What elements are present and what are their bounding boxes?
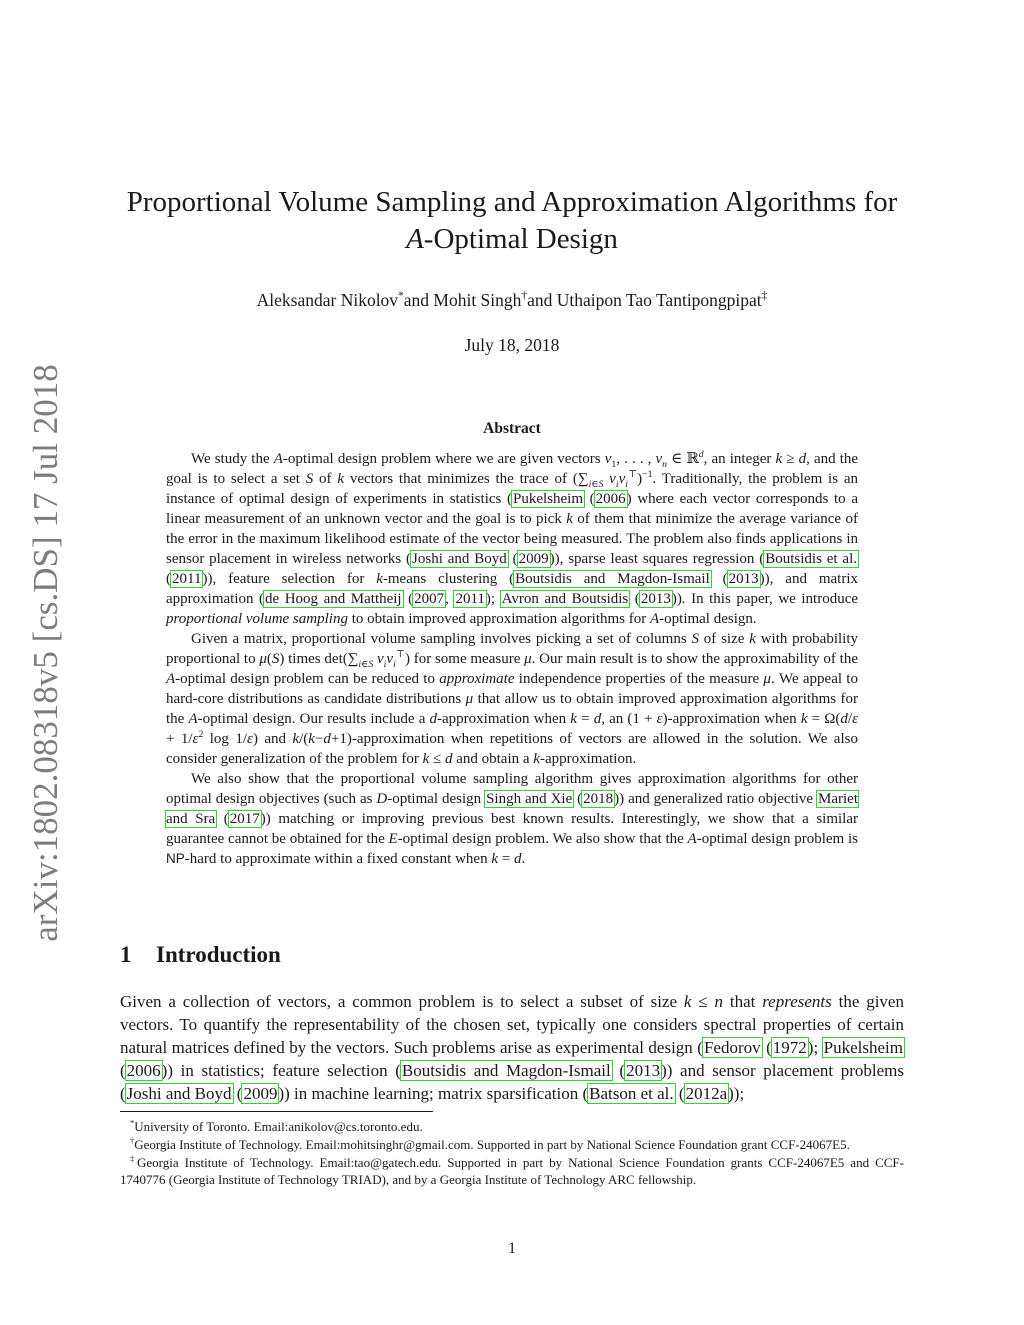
section-heading-introduction: 1 Introduction (120, 942, 281, 967)
footnote: †Georgia Institute of Technology. Email:mohitsinghr@gmail.com. Supported in part by National Science Foundation grant CCF-24067E5. (130, 1135, 850, 1152)
title-line-1: Proportional Volume Sampling and Approximation Algorithms for (126, 186, 898, 218)
abstract-heading: Abstract (483, 420, 541, 437)
citation-link[interactable]: Batson et al. (589, 1084, 674, 1103)
footnote-divider (120, 1111, 433, 1112)
citation-link[interactable]: 2013 (640, 591, 671, 607)
citation-link[interactable]: Mariet and Sra (166, 791, 858, 827)
paper-date: July 18, 2018 (464, 335, 560, 355)
citation-link[interactable]: 2017 (229, 811, 260, 827)
footnotes (120, 1118, 904, 1189)
citation-link[interactable]: 2013 (728, 571, 759, 587)
citation-link[interactable]: 2009 (243, 1084, 278, 1103)
citation-link[interactable]: Boutsidis and Magdon-Ismail (515, 571, 710, 587)
abstract-paragraph: Given a matrix, proportional volume sampling involves picking a set of columns S of size k with probability proportional to μ(S) times $\det(\sum_{i\in S}$ $v_iv_i^⊤$) for some measure μ. Our main result is to show the approximability of the A-optimal design problem can be reduced to approximate independence properties of the measure μ. We appeal to hard-core distributions as candidate distributions μ that allow us to obtain improved approximation algorithms for the A-optimal design. Our results include a d-approximation when k = d, an (1 + ε)-approximation when $k = \Omega(d/\varepsilon + 1/\varepsilon^2$ log 1/ε) and k/(k−d+1)-approximation when repetitions of vectors are allowed in the solution. We also consider generalization of the problem for k ≤ d and obtain a k-approximation. (166, 631, 859, 767)
citation-link[interactable]: Joshi and Boyd (412, 551, 507, 567)
citation-link[interactable]: Boutsidis et al. (765, 551, 858, 567)
citation-link[interactable]: 2011 (172, 571, 202, 587)
citation-link[interactable]: 2006 (595, 491, 626, 507)
citation-link[interactable]: 2018 (583, 791, 614, 807)
citation-link[interactable]: Fedorov (703, 1038, 761, 1057)
arxiv-sidebar-id: arXiv:1802.08318v5 [cs.DS] 17 Jul 2018 (26, 364, 65, 942)
citation-link[interactable]: Pukelsheim (823, 1038, 904, 1057)
citation-link[interactable]: Singh and Xie (486, 791, 573, 807)
abstract-body (166, 449, 858, 869)
citation-link[interactable]: 2006 (126, 1061, 161, 1080)
intro-paragraph: Given a collection of vectors, a common problem is to select a subset of size k ≤ n that represents the given vectors. To quantify the representability of the chosen set, typically one considers spectral properties of certain natural matrices defined by the vectors. Such problems arise as experimental design (Fedorov (1972); Pukelsheim (2006)) in statistics; feature selection (Boutsidis and Magdon-Ismail (2013)) and sensor placement problems (Joshi and Boyd (2009)) in machine learning; matrix sparsification (Batson et al. (2012a)); (120, 992, 904, 1103)
citation-link[interactable]: 2012a (685, 1084, 728, 1103)
footnote: *University of Toronto. Email:anikolov@cs.toronto.edu. (130, 1117, 423, 1134)
citation-link[interactable]: 2013 (626, 1061, 661, 1080)
abstract-paragraph: We also show that the proportional volume sampling algorithm gives approximation algorithms for other optimal design objectives (such as D-optimal design Singh and Xie (2018)) and generalized ratio objective Mariet and Sra (2017)) matching or improving previous best known results. Interestingly, we show that a similar guarantee cannot be obtained for the E-optimal design problem. We also show that the A-optimal design problem is NP-hard to approximate within a fixed constant when k = d. (166, 771, 858, 867)
page-number: 1 (508, 1240, 516, 1257)
citation-link[interactable]: de Hoog and Mattheij (265, 591, 402, 607)
author-name: and Uthaipon Tao Tantipongpipat (527, 290, 762, 310)
author-name: Aleksandar Nikolov (256, 290, 399, 310)
citation-link[interactable]: Pukelsheim (513, 491, 584, 507)
introduction-body (120, 990, 904, 1105)
author-name: and Mohit Singh (403, 290, 522, 310)
citation-link[interactable]: 2007 (414, 591, 445, 607)
abstract-paragraph: We study the A-optimal design problem where we are given vectors $v_1$, . . . , $v_n$ ∈ ℝ$^d$, an integer k ≥ d, and the goal is to select a set S of k vectors that minimizes the trace of ($\sum_{i\in S}$ $v_iv_i^⊤)^{-1}$. Traditionally, the problem is an instance of optimal design of experiments in statistics (Pukelsheim (2006) where each vector corresponds to a linear measurement of an unknown vector and the goal is to pick k of them that minimize the average variance of the error in the maximum likelihood estimate of the vector being measured. The problem also finds applications in sensor placement in wireless networks (Joshi and Boyd (2009)), sparse least squares regression (Boutsidis et al. (2011)), feature selection for k-means clustering (Boutsidis and Magdon-Ismail (2013)), and matrix approximation (de Hoog and Mattheij (2007, 2011); Avron and Boutsidis (2013)). In this paper, we introduce proportional volume sampling to obtain improved approximation algorithms for A-optimal design. (166, 449, 859, 627)
footnote: ‡Georgia Institute of Technology. Email:tao@gatech.edu. Supported in part by National Science Foundation grants CCF-24067E5 and CCF-1740776 (Georgia Institute of Technology TRIAD), and by a Georgia Institute of Technology ARC fellowship. (120, 1153, 904, 1187)
author-list: Aleksandar Nikolov*and Mohit Singh†and Uthaipon Tao Tantipongpipat‡ (256, 290, 768, 310)
citation-link[interactable]: Avron and Boutsidis (501, 591, 629, 607)
title-line-2: A-Optimal Design (406, 223, 618, 255)
paper-title (100, 184, 924, 258)
citation-link[interactable]: Joshi and Boyd (126, 1084, 232, 1103)
citation-link[interactable]: Boutsidis and Magdon-Ismail (401, 1061, 611, 1080)
citation-link[interactable]: 2009 (518, 551, 549, 567)
citation-link[interactable]: 1972 (772, 1038, 807, 1057)
citation-link[interactable]: 2011 (455, 591, 485, 607)
